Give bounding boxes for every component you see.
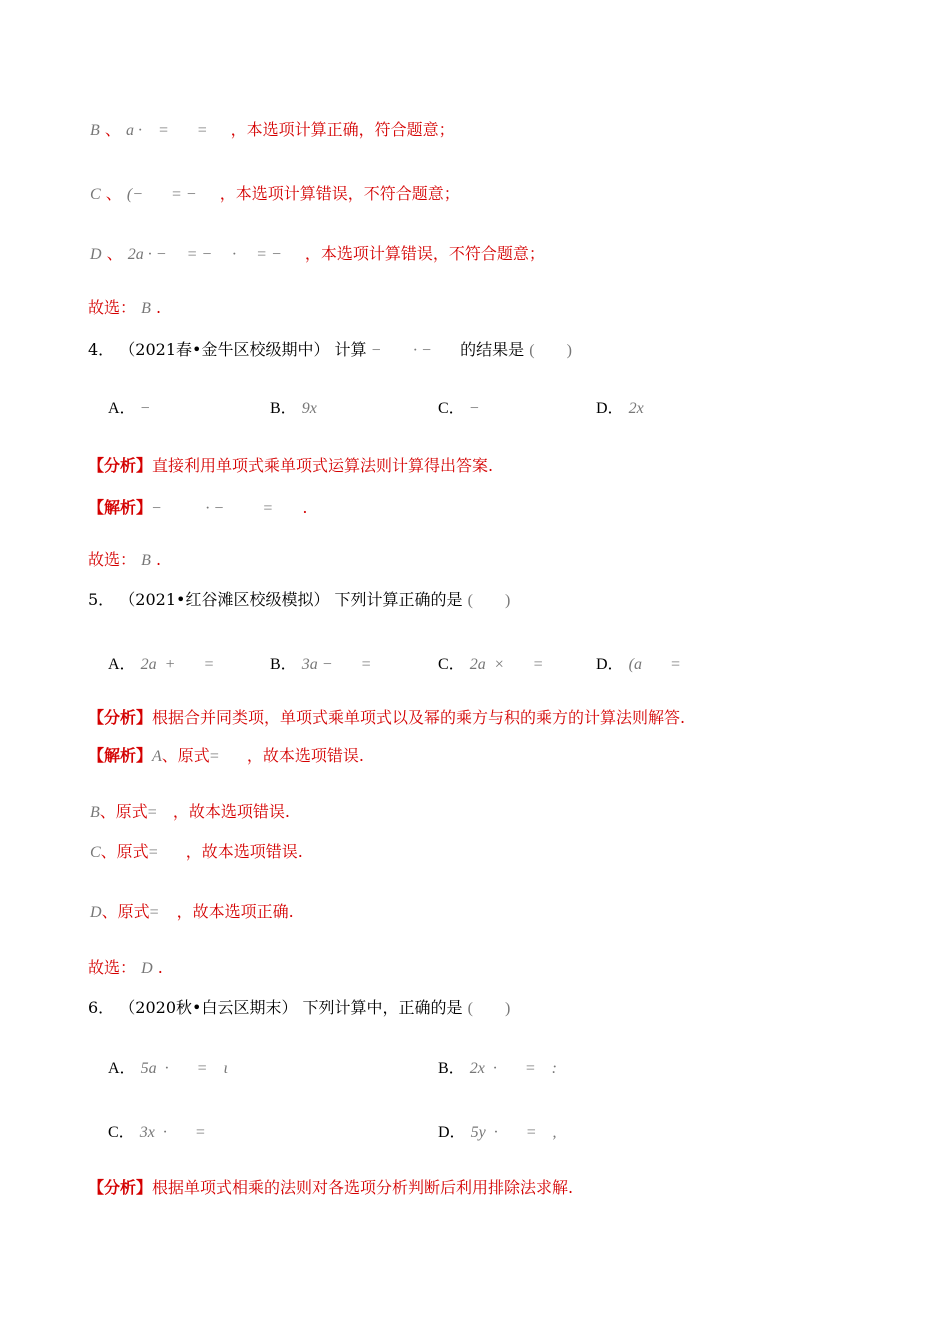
q4-option-b[interactable] <box>270 398 317 419</box>
answer-prefix: 故选： <box>88 958 137 977</box>
q5-solution-d <box>90 902 294 923</box>
option-label: D． <box>596 400 624 417</box>
solution-tag: 【解析】 <box>88 498 153 517</box>
solution-result: ，故本选项错误. <box>185 842 303 861</box>
analysis-text: 直接利用单项式乘单项式运算法则计算得出答案. <box>152 456 494 475</box>
option-label: B． <box>438 1060 465 1077</box>
question-prompt: 下列计算正确的是 <box>334 590 463 609</box>
question-number: 4． <box>88 340 115 359</box>
option-label: C． <box>438 400 465 417</box>
option-letter: C <box>90 844 101 861</box>
q5-analysis <box>88 708 685 728</box>
solution-result: ，故本选项正确. <box>176 902 294 921</box>
q4-answer <box>88 550 161 571</box>
option-value: 2x <box>628 400 644 417</box>
option-letter: A <box>152 748 162 765</box>
q5-solution-a <box>88 746 364 767</box>
q5-solution-c <box>90 842 303 863</box>
analysis-text: 根据单项式相乘的法则对各选项分析判断后利用排除法求解. <box>152 1178 574 1197</box>
sol3-line-b <box>90 120 455 141</box>
answer-paren: ( ) <box>529 342 572 359</box>
question-prompt: 计算 <box>334 340 367 359</box>
explanation: ，本选项计算正确，符合题意； <box>230 120 455 139</box>
option-label: A． <box>108 656 136 673</box>
separator: 、 <box>104 120 121 139</box>
equals: = <box>149 904 159 921</box>
solution-result: ，故本选项错误. <box>246 746 364 765</box>
solution-text: 、原式 <box>100 842 149 861</box>
answer-end: . <box>155 298 162 317</box>
question-number: 6． <box>88 998 115 1017</box>
option-label: B． <box>270 656 297 673</box>
q6-option-d[interactable] <box>438 1122 557 1143</box>
question-4 <box>88 340 572 361</box>
solution-text: 、原式 <box>99 802 148 821</box>
separator: 、 <box>106 244 123 263</box>
q6-option-b[interactable] <box>438 1058 557 1079</box>
question-suffix: 的结果是 <box>460 340 525 359</box>
question-6 <box>88 998 510 1019</box>
option-value: − <box>469 400 479 417</box>
option-label: D． <box>596 656 624 673</box>
analysis-tag: 【分析】 <box>88 708 153 727</box>
option-letter: B <box>90 804 100 821</box>
question-source: （2020秋•白云区期末） <box>119 998 298 1017</box>
option-value: 2a × = <box>469 656 544 673</box>
equals: = <box>148 844 158 861</box>
answer-prefix: 故选： <box>88 550 137 569</box>
q4-option-a[interactable] <box>108 398 150 419</box>
option-value: 3x · = <box>139 1124 206 1141</box>
q6-option-a[interactable] <box>108 1058 228 1079</box>
sol3-line-d <box>90 244 545 265</box>
sol3-line-c <box>90 184 460 205</box>
answer-letter: B <box>141 300 151 317</box>
option-value: 5y · = , <box>470 1124 557 1141</box>
option-letter: B <box>90 122 100 139</box>
question-prompt: 下列计算中，正确的是 <box>302 998 463 1017</box>
separator: 、 <box>105 184 122 203</box>
q5-option-b[interactable] <box>270 654 371 675</box>
answer-letter: D <box>141 960 153 977</box>
solution-text: 、原式 <box>161 746 210 765</box>
answer-paren: ( ) <box>467 1000 511 1017</box>
option-letter: C <box>90 186 101 203</box>
question-number: 5． <box>88 590 115 609</box>
q5-answer <box>88 958 163 979</box>
option-value: − <box>140 400 150 417</box>
q5-option-c[interactable] <box>438 654 543 675</box>
q4-analysis <box>88 456 493 476</box>
q6-analysis <box>88 1178 573 1198</box>
equals: = <box>147 804 157 821</box>
option-value: 9x <box>301 400 317 417</box>
equals: = <box>209 748 219 765</box>
q4-option-c[interactable] <box>438 398 479 419</box>
option-value: 3a − = <box>301 656 372 673</box>
formula: a · = = <box>125 122 208 139</box>
sol3-answer <box>88 298 161 319</box>
analysis-tag: 【分析】 <box>88 1178 153 1197</box>
formula: 2a · − = − · = − <box>127 246 282 263</box>
option-label: A． <box>108 1060 136 1077</box>
option-label: B． <box>270 400 297 417</box>
answer-paren: ( ) <box>467 592 511 609</box>
option-label: C． <box>438 656 465 673</box>
option-value: 2a + = <box>140 656 215 673</box>
solution-expr: − · − = <box>152 500 273 517</box>
option-value: (a = <box>628 656 681 673</box>
question-expr: − · − <box>371 342 432 359</box>
q6-option-c[interactable] <box>108 1122 206 1143</box>
q4-option-d[interactable] <box>596 398 644 419</box>
question-5 <box>88 590 510 611</box>
option-value: 5a · = ι <box>140 1060 228 1077</box>
option-label: A． <box>108 400 136 417</box>
solution-result: ，故本选项错误. <box>172 802 290 821</box>
analysis-text: 根据合并同类项，单项式乘单项式以及幂的乘方与积的乘方的计算法则解答. <box>152 708 686 727</box>
answer-letter: B <box>141 552 151 569</box>
explanation: ，本选项计算错误，不符合题意； <box>219 184 460 203</box>
question-source: （2021春•金牛区校级期中） <box>119 340 330 359</box>
answer-end: . <box>155 550 162 569</box>
question-source: （2021•红谷滩区校级模拟） <box>119 590 330 609</box>
q4-solution <box>88 498 308 519</box>
analysis-tag: 【分析】 <box>88 456 153 475</box>
solution-text: 、原式 <box>101 902 150 921</box>
solution-tag: 【解析】 <box>88 746 153 765</box>
explanation: ，本选项计算错误，不符合题意； <box>304 244 545 263</box>
option-letter: D <box>90 904 102 921</box>
q5-option-a[interactable] <box>108 654 214 675</box>
answer-prefix: 故选： <box>88 298 137 317</box>
option-value: 2x · = : <box>469 1060 558 1077</box>
option-label: D． <box>438 1124 466 1141</box>
q5-option-d[interactable] <box>596 654 681 675</box>
option-label: C． <box>108 1124 135 1141</box>
formula: (− = − <box>126 186 197 203</box>
option-letter: D <box>90 246 102 263</box>
answer-end: . <box>157 958 163 977</box>
q5-solution-b <box>90 802 290 823</box>
solution-end: . <box>302 498 308 517</box>
